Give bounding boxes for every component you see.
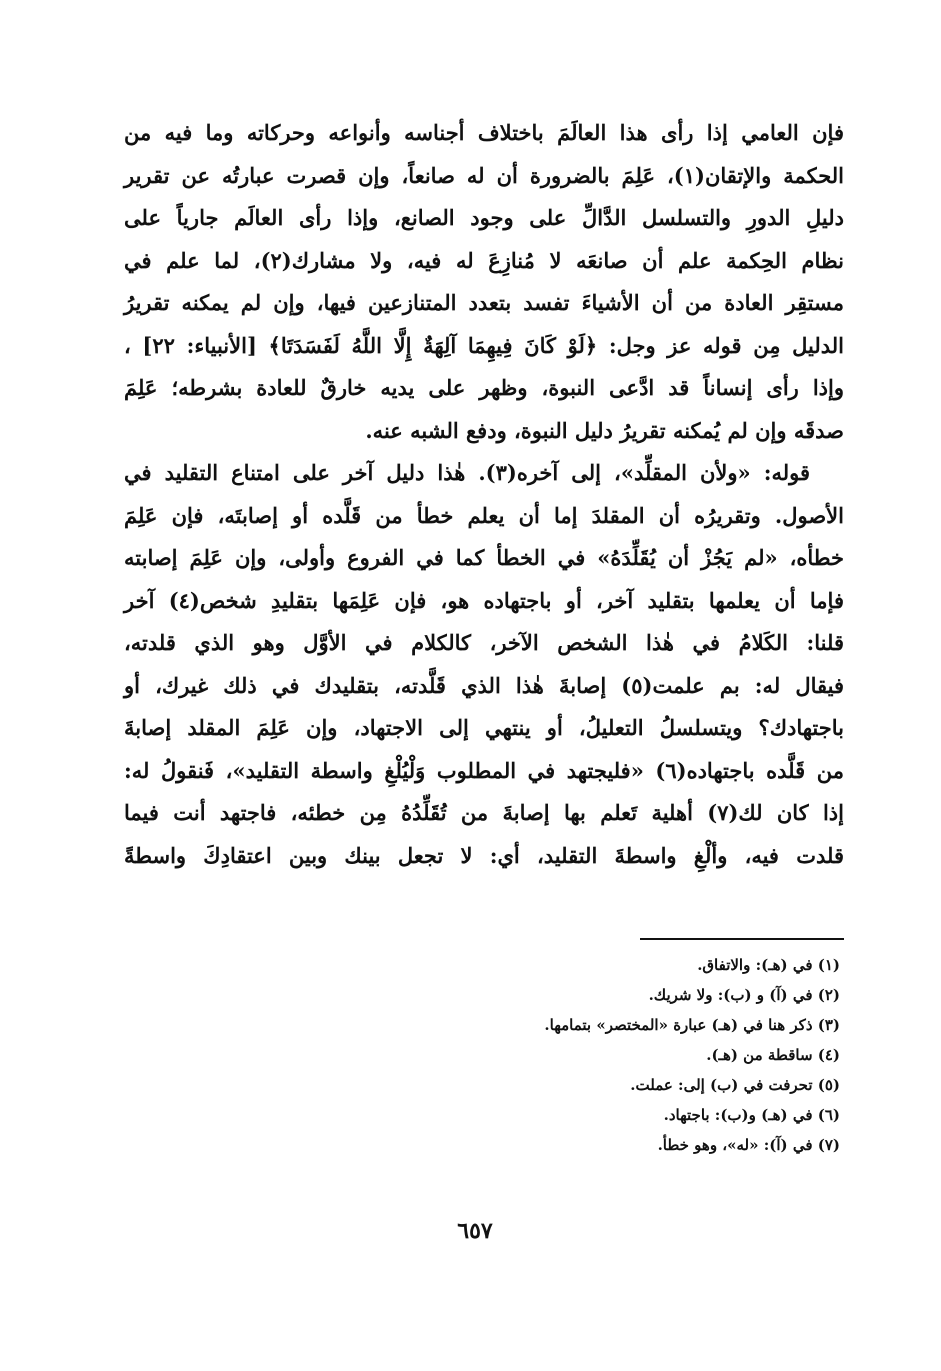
footnote: (٧) في (آ): «له»، وهو خطأ. — [657, 1136, 840, 1154]
text-line: قوله: «ولأن المقلِّد»، إلى آخره(٣). هٰذا دليل آخر على امتناع التقليد في — [124, 460, 810, 485]
text-line: إذا كان لك(٧) أهلية تَعلم بها إصابةَ من تُقَلِّدُهُ مِن خطئه، فاجتهد أنت فيما — [124, 800, 844, 825]
main-text — [124, 112, 844, 877]
footnote: (٥) تحرفت في (ب) إلى: عملت. — [630, 1076, 840, 1094]
text-line: مستقِر العادة من أن الأشياءَ تفسد بتعدد المتنازعين فيها، وإن لم يمكنه تقريرُ — [124, 290, 844, 315]
text-line: دليلِ الدورِ والتسلسل الدَّالِّ على وجود الصانع، وإذا رأى العالَم جارياً على — [124, 205, 844, 230]
page-number: ٦٥٧ — [457, 1218, 493, 1244]
text-line: الدليل مِن قوله عز وجل: ﴿لَوْ كَانَ فِيهِمَا آلِهَةٌ إِلَّا اللَّهُ لَفَسَدَتَا﴾ [الأنبياء: ٢٢] ، — [124, 332, 844, 358]
text-line: من قَلَّده باجتهاده(٦) «فليجتهد في المطلوب وَلْيُلْغِ واسطة التقليد»، فَنقولُ له: — [124, 757, 844, 783]
text-line: فيقال له: بم علمت(٥) إصابةَ هٰذا الذي قَلَّدته، بتقليدك في ذلك غيرك، أو — [124, 672, 845, 698]
text-line: الأصول. وتقريرُه أن المقلدَ إما أن يعلم خطأ من قَلَّده أو إصابتَه، فإن عَلِمَ — [124, 502, 844, 528]
footnote: (٣) ذكر هنا في (هـ) عبارة «المختصر» بتمامها. — [544, 1016, 840, 1034]
text-line: قلدت فيه، وألْغِ واسطةَ التقليد، أي: لا تجعل بينك وبين اعتقادِكَ واسطةً — [124, 842, 844, 868]
text-line: باجتهادك؟ ويتسلسلُ التعليلُ، أو ينتهي إلى الاجتهاد، وإن عَلِمَ المقلد إصابةَ — [124, 715, 844, 740]
text-line: وإذا رأى إنساناً قد ادَّعى النبوة، وظهر على يديه خارقٌ للعادة بشرطه؛ عَلِمَ — [124, 375, 844, 400]
footnote-divider — [640, 938, 844, 940]
text-line: نظام الحِكمة علم أن صانعَه لا مُنازِعَ له فيه، ولا مشارك(٢)، لما علم في — [124, 247, 844, 273]
text-line: صدقَه وإن لم يُمكنه تقريرُ دليل النبوة، ودفع الشبه عنه. — [365, 417, 844, 443]
text-line: الحكمة والإتقان(١)، عَلِمَ بالضرورة أن له صانعاً، وإن قصرت عبارتُه عن تقرير — [124, 162, 844, 188]
text-line: فإما أن يعلمها بتقليد آخر، أو باجتهاده هو، فإن عَلِمَها بتقليدِ شخص(٤) آخر — [124, 587, 844, 613]
text-line: قلنا: الكَلامُ في هٰذا الشخص الآخر، كالكلام في الأوَّل وهو الذي قلدته، — [124, 630, 844, 655]
footnote: (١) في (هـ): والاتفاق. — [697, 956, 840, 974]
footnote: (٤) ساقطة من (هـ). — [706, 1046, 840, 1064]
text-line: فإن العامي إذا رأى هذا العالَمَ باختلاف أجناسه وأنواعه وحركاته وما فيه من — [124, 120, 844, 145]
footnote: (٦) في (هـ) و(ب): باجتهاد. — [663, 1106, 840, 1124]
text-line: خطأه، «لم يَجُزْ أن يُقَلِّدَهُ» في الخطأ كما في الفروع وأولى، وإن عَلِمَ إصابته — [124, 545, 844, 570]
footnotes — [420, 950, 840, 1160]
footnote: (٢) في (آ) و (ب): ولا شريك. — [648, 986, 840, 1004]
